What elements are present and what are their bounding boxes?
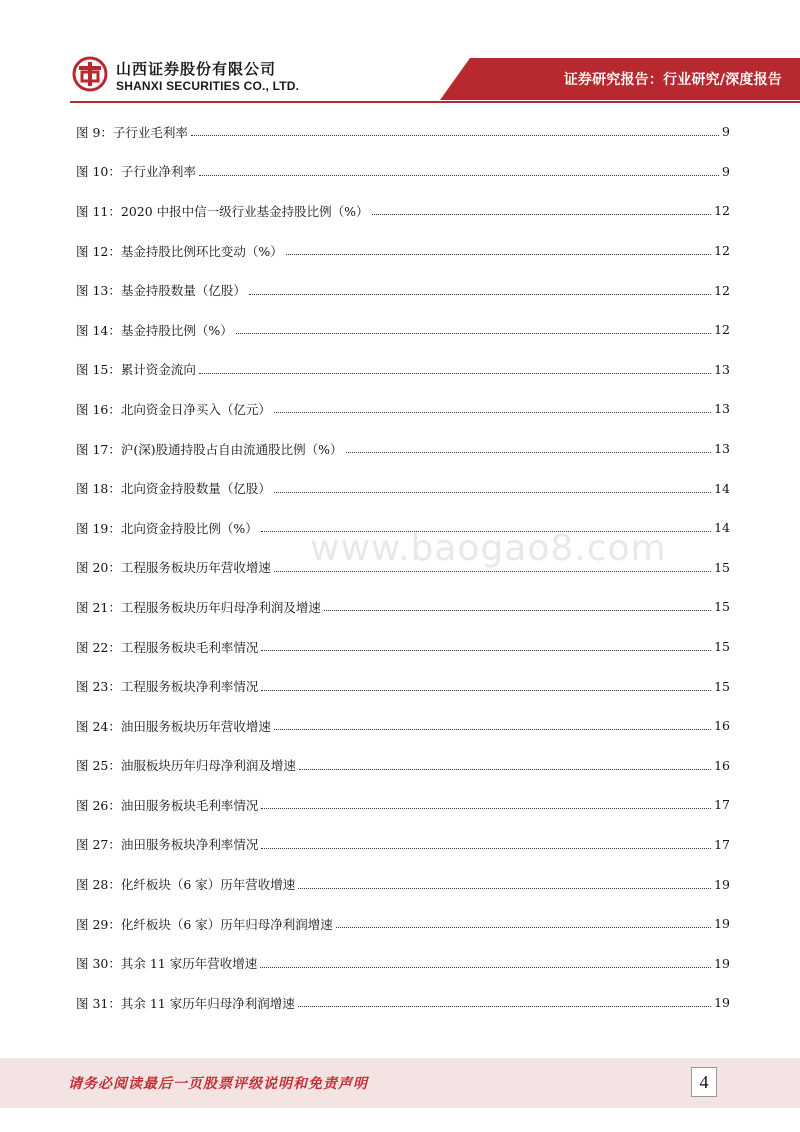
toc-entry[interactable]: [76, 943, 730, 983]
page-number: 4: [691, 1067, 717, 1097]
toc-entry-label: 图 12：基金持股比例环比变动（%）: [76, 243, 283, 259]
toc-entry[interactable]: [76, 468, 730, 508]
toc-entry-page: 15: [714, 678, 730, 694]
toc-entry-label: 图 25：油服板块历年归母净利润及增速: [76, 758, 296, 774]
toc-entry[interactable]: [76, 666, 730, 706]
toc-entry[interactable]: [76, 191, 730, 231]
toc-entry-page: 13: [714, 441, 730, 457]
toc-entry[interactable]: [76, 746, 730, 786]
toc-dot-leader: [236, 321, 711, 334]
toc-entry-label: 图 24：油田服务板块历年营收增速: [76, 718, 271, 734]
toc-entry-label: 图 29：化纤板块（6 家）历年归母净利润增速: [76, 916, 333, 932]
toc-entry[interactable]: [76, 389, 730, 429]
toc-entry-label: 图 15：累计资金流向: [76, 362, 196, 378]
toc-entry-label: 图 23：工程服务板块净利率情况: [76, 679, 259, 695]
toc-dot-leader: [261, 796, 711, 809]
toc-entry-page: 12: [714, 282, 730, 298]
toc-entry[interactable]: [76, 825, 730, 865]
toc-entry-page: 19: [714, 876, 730, 892]
toc-entry-label: 图 22：工程服务板块毛利率情况: [76, 639, 259, 655]
toc-dot-leader: [274, 400, 711, 413]
toc-entry-label: 图 27：油田服务板块净利率情况: [76, 837, 259, 853]
toc-entry-page: 13: [714, 401, 730, 417]
toc-dot-leader: [299, 757, 711, 770]
toc-entry-page: 14: [714, 480, 730, 496]
toc-entry-label: 图 16：北向资金日净买入（亿元）: [76, 401, 271, 417]
toc-entry-label: 图 31：其余 11 家历年归母净利润增速: [76, 995, 295, 1011]
toc-entry-label: 图 20：工程服务板块历年营收增速: [76, 560, 271, 576]
toc-entry[interactable]: [76, 112, 730, 152]
toc-entry[interactable]: [76, 904, 730, 944]
toc-dot-leader: [274, 480, 711, 493]
toc-entry[interactable]: [76, 864, 730, 904]
toc-dot-leader: [261, 836, 711, 849]
toc-entry-page: 17: [714, 797, 730, 813]
toc-entry-page: 9: [722, 124, 730, 140]
toc-entry-page: 19: [714, 916, 730, 932]
toc-dot-leader: [274, 717, 711, 730]
watermark: www.baogao8.com: [310, 528, 667, 569]
toc-entry-label: 图 14：基金持股比例（%）: [76, 322, 233, 338]
toc-entry[interactable]: [76, 350, 730, 390]
toc-entry[interactable]: [76, 270, 730, 310]
toc-entry-label: 图 19：北向资金持股比例（%）: [76, 520, 258, 536]
toc-entry-page: 9: [722, 163, 730, 179]
toc-dot-leader: [324, 598, 711, 611]
toc-entry-label: 图 26：油田服务板块毛利率情况: [76, 797, 259, 813]
toc-entry-label: 图 11：2020 中报中信一级行业基金持股比例（%）: [76, 203, 369, 219]
company-name-en: SHANXI SECURITIES CO., LTD.: [116, 79, 300, 93]
toc-dot-leader: [199, 361, 711, 374]
disclaimer-notice: 请务必阅读最后一页股票评级说明和免责声明: [68, 1076, 368, 1092]
toc-entry-label: 图 18：北向资金持股数量（亿股）: [76, 481, 271, 497]
toc-entry-label: 图 9：子行业毛利率: [76, 124, 188, 140]
toc-entry[interactable]: [76, 785, 730, 825]
shanxi-securities-logo-icon: [70, 56, 110, 92]
toc-entry-page: 14: [714, 520, 730, 536]
toc-dot-leader: [249, 282, 711, 295]
toc-entry-page: 16: [714, 757, 730, 773]
toc-entry[interactable]: [76, 983, 730, 1023]
toc-dot-leader: [261, 638, 711, 651]
toc-entry-page: 13: [714, 361, 730, 377]
page-header: [0, 0, 800, 106]
toc-entry[interactable]: [76, 627, 730, 667]
toc-dot-leader: [261, 678, 711, 691]
toc-entry-page: 16: [714, 718, 730, 734]
report-type: 证券研究报告：行业研究/深度报告: [563, 72, 782, 88]
toc-entry-page: 19: [714, 955, 730, 971]
toc-dot-leader: [336, 915, 711, 928]
toc-entry[interactable]: [76, 231, 730, 271]
header-divider: [70, 101, 800, 103]
toc-dot-leader: [199, 163, 719, 176]
toc-entry-label: 图 21：工程服务板块历年归母净利润及增速: [76, 599, 321, 615]
toc-dot-leader: [191, 123, 719, 136]
toc-dot-leader: [286, 242, 711, 255]
toc-entry-page: 15: [714, 599, 730, 615]
toc-entry[interactable]: [76, 152, 730, 192]
toc-entry-label: 图 30：其余 11 家历年营收增速: [76, 956, 258, 972]
toc-entry[interactable]: [76, 706, 730, 746]
toc-dot-leader: [372, 202, 712, 215]
company-name-cn: 山西证券股份有限公司: [116, 60, 277, 78]
toc-entry-page: 19: [714, 995, 730, 1011]
toc-dot-leader: [260, 955, 711, 968]
toc-entry-label: 图 10：子行业净利率: [76, 164, 196, 180]
toc-entry-label: 图 17：沪(深)股通持股占自由流通股比例（%）: [76, 441, 343, 457]
toc-entry-page: 12: [714, 203, 730, 219]
toc-entry-page: 12: [714, 322, 730, 338]
toc-entry[interactable]: [76, 587, 730, 627]
toc-entry-page: 15: [714, 639, 730, 655]
toc-dot-leader: [298, 876, 711, 889]
toc-dot-leader: [346, 440, 712, 453]
toc-entry-page: 12: [714, 243, 730, 259]
toc-entry-label: 图 28：化纤板块（6 家）历年营收增速: [76, 877, 296, 893]
toc-entry[interactable]: [76, 310, 730, 350]
toc-entry[interactable]: [76, 429, 730, 469]
toc-entry-label: 图 13：基金持股数量（亿股）: [76, 283, 246, 299]
toc-entry-page: 15: [714, 559, 730, 575]
toc-entry-page: 17: [714, 836, 730, 852]
toc-dot-leader: [298, 994, 711, 1007]
